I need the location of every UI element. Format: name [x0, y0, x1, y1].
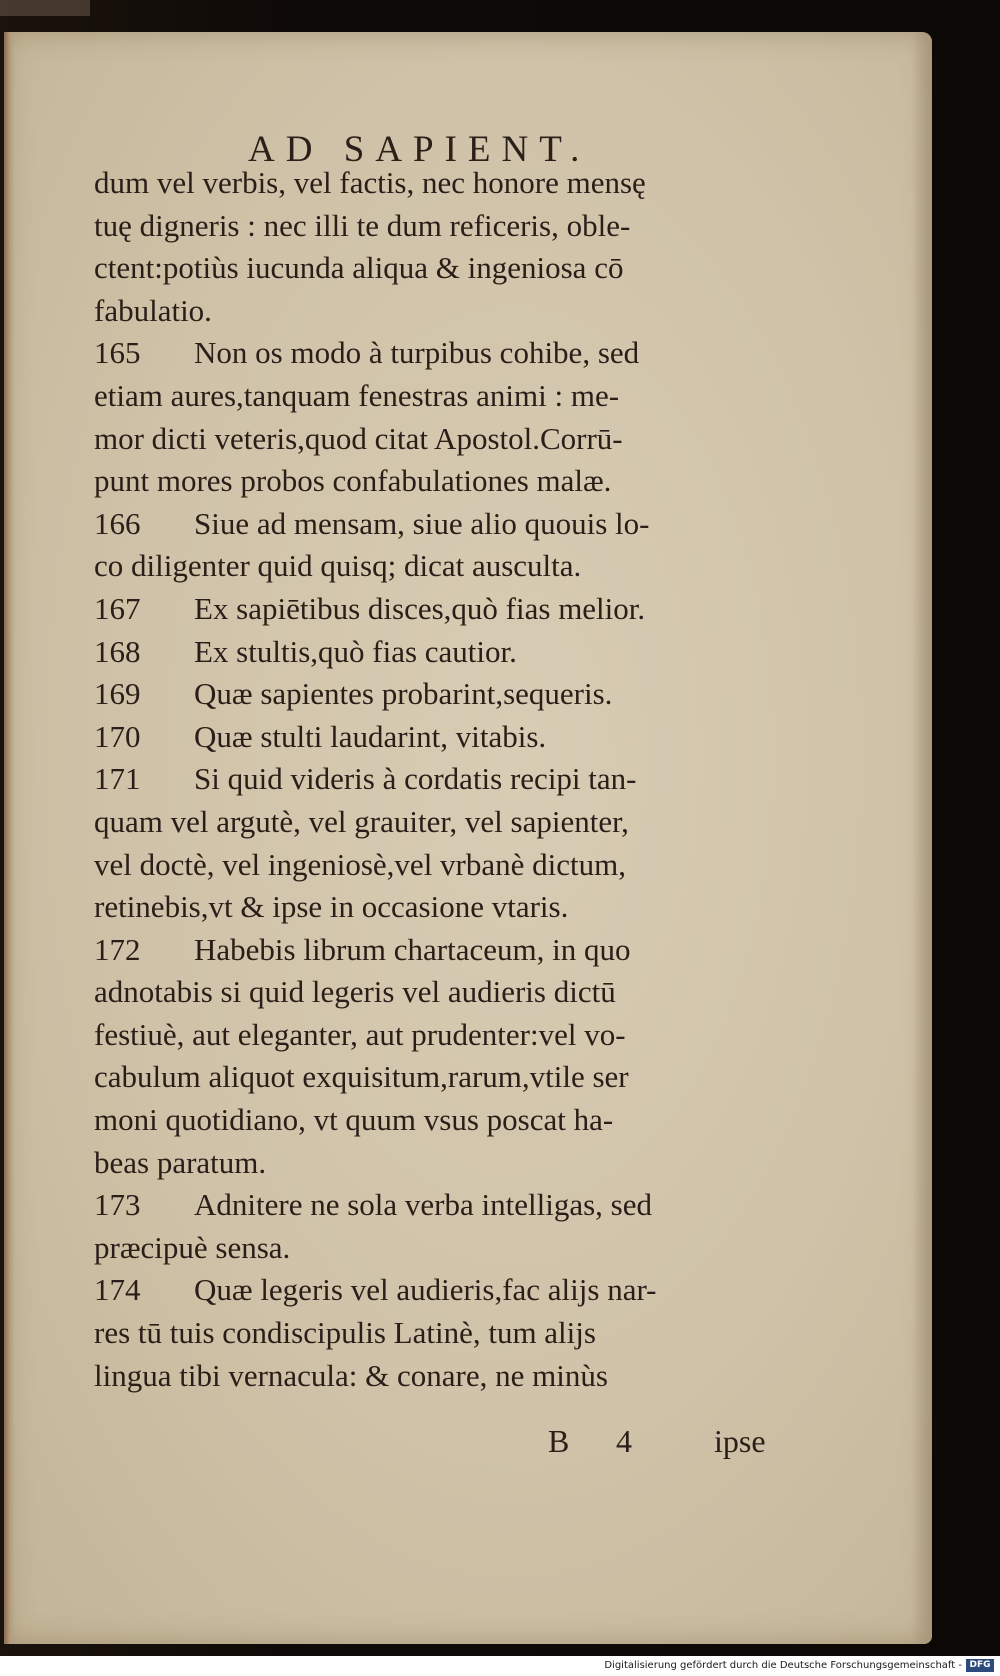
- text-line: [94, 886, 794, 929]
- rule-number: 172: [94, 931, 141, 967]
- text-line: [94, 1312, 794, 1355]
- line-text: adnotabis si quid legeris vel audieris dictū: [94, 974, 616, 1010]
- rule-number: 167: [94, 590, 141, 626]
- line-text: Habebis librum chartaceum, in quo: [194, 931, 631, 967]
- text-line: [94, 460, 794, 503]
- line-text: Ex sapiētibus disces,quò fias melior.: [194, 590, 646, 626]
- text-line: [94, 716, 794, 759]
- text-line: [94, 588, 794, 631]
- text-line: [94, 971, 794, 1014]
- text-line: [94, 1184, 794, 1227]
- text-line: [94, 332, 794, 375]
- running-head: AD SAPIENT.: [248, 129, 591, 170]
- line-text: dum vel verbis, vel factis, nec honore mensę: [94, 165, 646, 200]
- line-text: Quæ legeris vel audieris,fac alijs nar-: [194, 1272, 657, 1308]
- line-text: tuę digneris : nec illi te dum reficeris, oble-: [94, 207, 631, 243]
- catchword: ipse: [714, 1423, 766, 1459]
- text-line: [94, 1142, 794, 1185]
- text-line: [94, 1014, 794, 1057]
- line-text: vel doctè, vel ingeniosè,vel vrbanè dictum,: [94, 846, 626, 882]
- rule-number: 169: [94, 676, 141, 712]
- text-block: [94, 162, 794, 1397]
- line-text: beas paratum.: [94, 1144, 267, 1180]
- text-line: [94, 1355, 794, 1398]
- line-text: Siue ad mensam, siue alio quouis lo-: [194, 505, 650, 541]
- line-text: Ex stultis,quò fias cautior.: [194, 633, 517, 669]
- rule-number: 174: [94, 1272, 141, 1308]
- text-line: [94, 418, 794, 461]
- page-right-edge: [912, 32, 932, 1644]
- line-text: Si quid videris à cordatis recipi tan-: [194, 761, 637, 797]
- text-line: [94, 1227, 794, 1270]
- text-line: [94, 205, 794, 248]
- line-text: Quæ sapientes probarint,sequeris.: [194, 676, 613, 712]
- signature-letter: B: [548, 1423, 570, 1459]
- text-line: [94, 247, 794, 290]
- signature-number: 4: [616, 1423, 632, 1459]
- text-line: [94, 929, 794, 972]
- text-line: [94, 1269, 794, 1312]
- line-text: retinebis,vt & ipse in occasione vtaris.: [94, 889, 569, 925]
- line-text: Adnitere ne sola verba intelligas, sed: [194, 1187, 652, 1223]
- line-text: lingua tibi vernacula: & conare, ne minùs: [94, 1357, 608, 1393]
- line-text: festiuè, aut eleganter, aut prudenter:vel vo-: [94, 1016, 626, 1052]
- text-line: [94, 844, 794, 887]
- text-line: [94, 290, 794, 333]
- line-text: præcipuè sensa.: [94, 1229, 291, 1265]
- text-line: [94, 545, 794, 588]
- dfg-logo: DFG: [966, 1659, 994, 1672]
- page-left-edge: [4, 32, 14, 1644]
- rule-number: 165: [94, 335, 141, 371]
- line-text: quam vel argutè, vel grauiter, vel sapienter,: [94, 803, 629, 839]
- line-text: fabulatio.: [94, 292, 212, 328]
- text-line: [94, 375, 794, 418]
- line-text: cabulum aliquot exquisitum,rarum,vtile ser: [94, 1059, 629, 1095]
- rule-number: 171: [94, 761, 141, 797]
- rule-number: 166: [94, 505, 141, 541]
- line-text: res tū tuis condiscipulis Latinè, tum alijs: [94, 1315, 596, 1351]
- line-text: etiam aures,tanquam fenestras animi : me-: [94, 377, 620, 413]
- line-text: mor dicti veteris,quod citat Apostol.Corrū-: [94, 420, 623, 456]
- text-line: [94, 162, 794, 205]
- text-line: [94, 503, 794, 546]
- text-line: [94, 1056, 794, 1099]
- rule-number: 168: [94, 633, 141, 669]
- text-line: [94, 673, 794, 716]
- rule-number: 173: [94, 1187, 141, 1223]
- line-text: Quæ stulti laudarint, vitabis.: [194, 718, 547, 754]
- text-line: [94, 1099, 794, 1142]
- footer-credit: Digitalisierung gefördert durch die Deutsche Forschungsgemeinschaft -: [604, 1660, 962, 1671]
- line-text: moni quotidiano, vt quum vsus poscat ha-: [94, 1102, 614, 1138]
- line-text: co diligenter quid quisq; dicat ausculta.: [94, 548, 582, 584]
- text-line: [94, 801, 794, 844]
- text-line: [94, 631, 794, 674]
- scan-edge-strip: [0, 0, 90, 16]
- text-line: [94, 758, 794, 801]
- line-text: punt mores probos confabulationes malæ.: [94, 463, 612, 499]
- rule-number: 170: [94, 718, 141, 754]
- line-text: Non os modo à turpibus cohibe, sed: [194, 335, 640, 371]
- line-text: ctent:potiùs iucunda aliqua & ingeniosa cō: [94, 250, 624, 286]
